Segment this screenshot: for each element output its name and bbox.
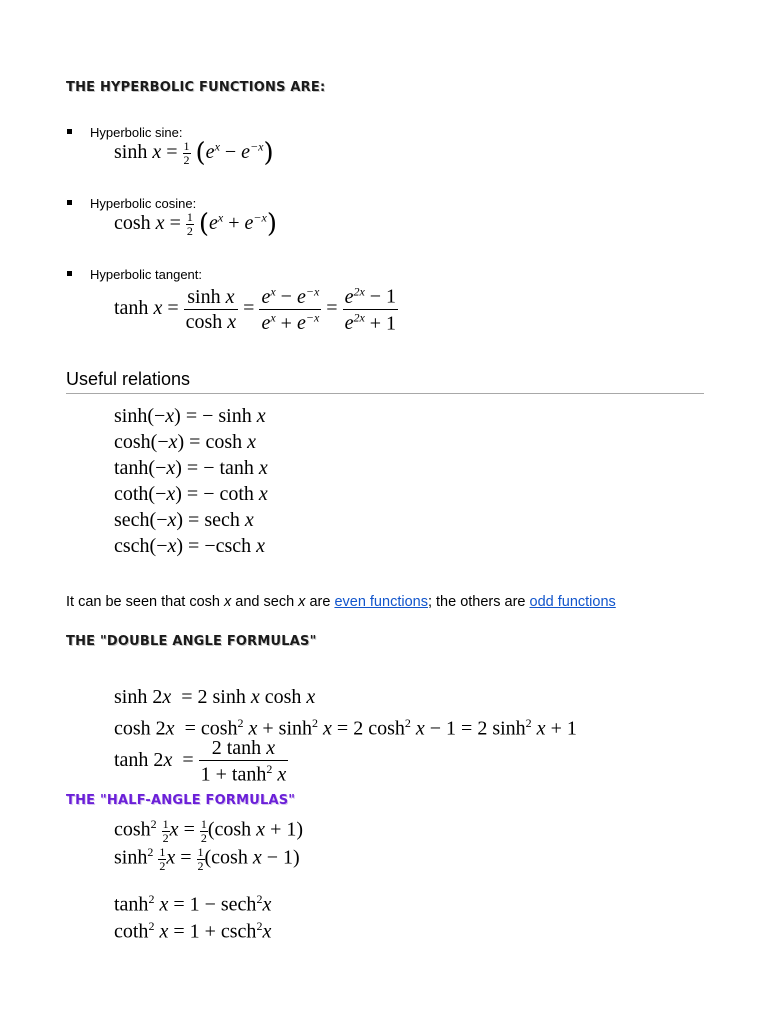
- formula-cosh2-half: $\cosh^2$ $\frac{1}{2}$ x = $\frac{1}{2}$ (cosh x + 1): [114, 817, 304, 845]
- formula-tanh2: $\tanh^2 x = 1 - \sec h^2x$: [114, 892, 272, 916]
- bullet-marker: [67, 200, 72, 205]
- relation-sinh: sinh(−x) = − sinh x: [114, 405, 266, 427]
- paragraph-text: are: [305, 594, 335, 610]
- bullet-label-tangent: Hyperbolic tangent:: [90, 267, 203, 282]
- formula-cosh: cosh x = $\frac{1}{2}$ $(e^x + e^{-x})$: [114, 209, 277, 239]
- formula-tanh-2x: tanh 2x = $\frac{\text{2 tanh x}}{1 + \tanh^2 x}$: [114, 737, 287, 786]
- even-functions-link[interactable]: even functions: [334, 594, 428, 610]
- relation-csch: csch(−x) = −csch x: [114, 535, 266, 557]
- bullet-label-cosine: Hyperbolic cosine:: [90, 196, 197, 211]
- section-heading-half-angle: THE "HALF-ANGLE FORMULAS": [66, 793, 296, 808]
- paragraph-variable: x: [224, 594, 232, 610]
- formula-coth2: coth$^2$ x = 1 + csch$^2$x: [114, 919, 272, 943]
- section-divider: [66, 393, 704, 394]
- paragraph-text: It can be seen that cosh: [66, 594, 224, 610]
- paragraph-text: ; the others are: [427, 594, 530, 610]
- odd-functions-link[interactable]: odd functions: [529, 594, 616, 610]
- bullet-label-sine: Hyperbolic sine:: [90, 125, 183, 140]
- formula-cosh-2x: $\cosh 2x = \cosh^2 x + \sinh^2 x = 2$ $\cosh^2 x - 1 = 2$ $\sinh^2 x + 1$: [114, 716, 577, 740]
- formula-sinh: sinh x = $\frac{1}{2}$ $(e^x - e^{-x})$: [114, 138, 274, 168]
- formula-sinh2-half: $\sinh^2$ $\frac{1}{2}$ x = $\frac{1}{2}$ (cosh x − 1): [114, 845, 300, 873]
- section-title-useful-relations: Useful relations: [66, 369, 191, 389]
- useful-relations-formulas: [114, 403, 268, 559]
- paragraph-variable: x: [298, 594, 306, 610]
- bullet-marker: [67, 129, 72, 134]
- section-heading-hyperbolic: THE HYPERBOLIC FUNCTIONS ARE:: [66, 80, 326, 95]
- formula-tanh: tanh x = $\frac{\text{sinh x}}{\text{cosh x}}$ = $\frac{e^x - e^{-x}}{e^x + e^{-x}}$ = $\frac{e^{2x} - 1}{e^{2x} + 1}$: [114, 284, 397, 335]
- relation-tanh: tanh(−x) = − tanh x: [114, 457, 268, 479]
- relation-coth: coth(−x) = − coth x: [114, 483, 268, 505]
- relation-cosh: cosh(−x) = cosh x: [114, 431, 256, 453]
- relation-sech: sech(−x) = sech x: [114, 509, 254, 531]
- formula-sinh-2x: sinh 2x = 2 sinh x cosh x: [114, 686, 316, 708]
- paragraph-text: and sech: [231, 594, 299, 610]
- even-odd-paragraph: [66, 594, 616, 610]
- section-heading-double-angle: THE "DOUBLE ANGLE FORMULAS": [66, 634, 317, 649]
- bullet-marker: [67, 271, 72, 276]
